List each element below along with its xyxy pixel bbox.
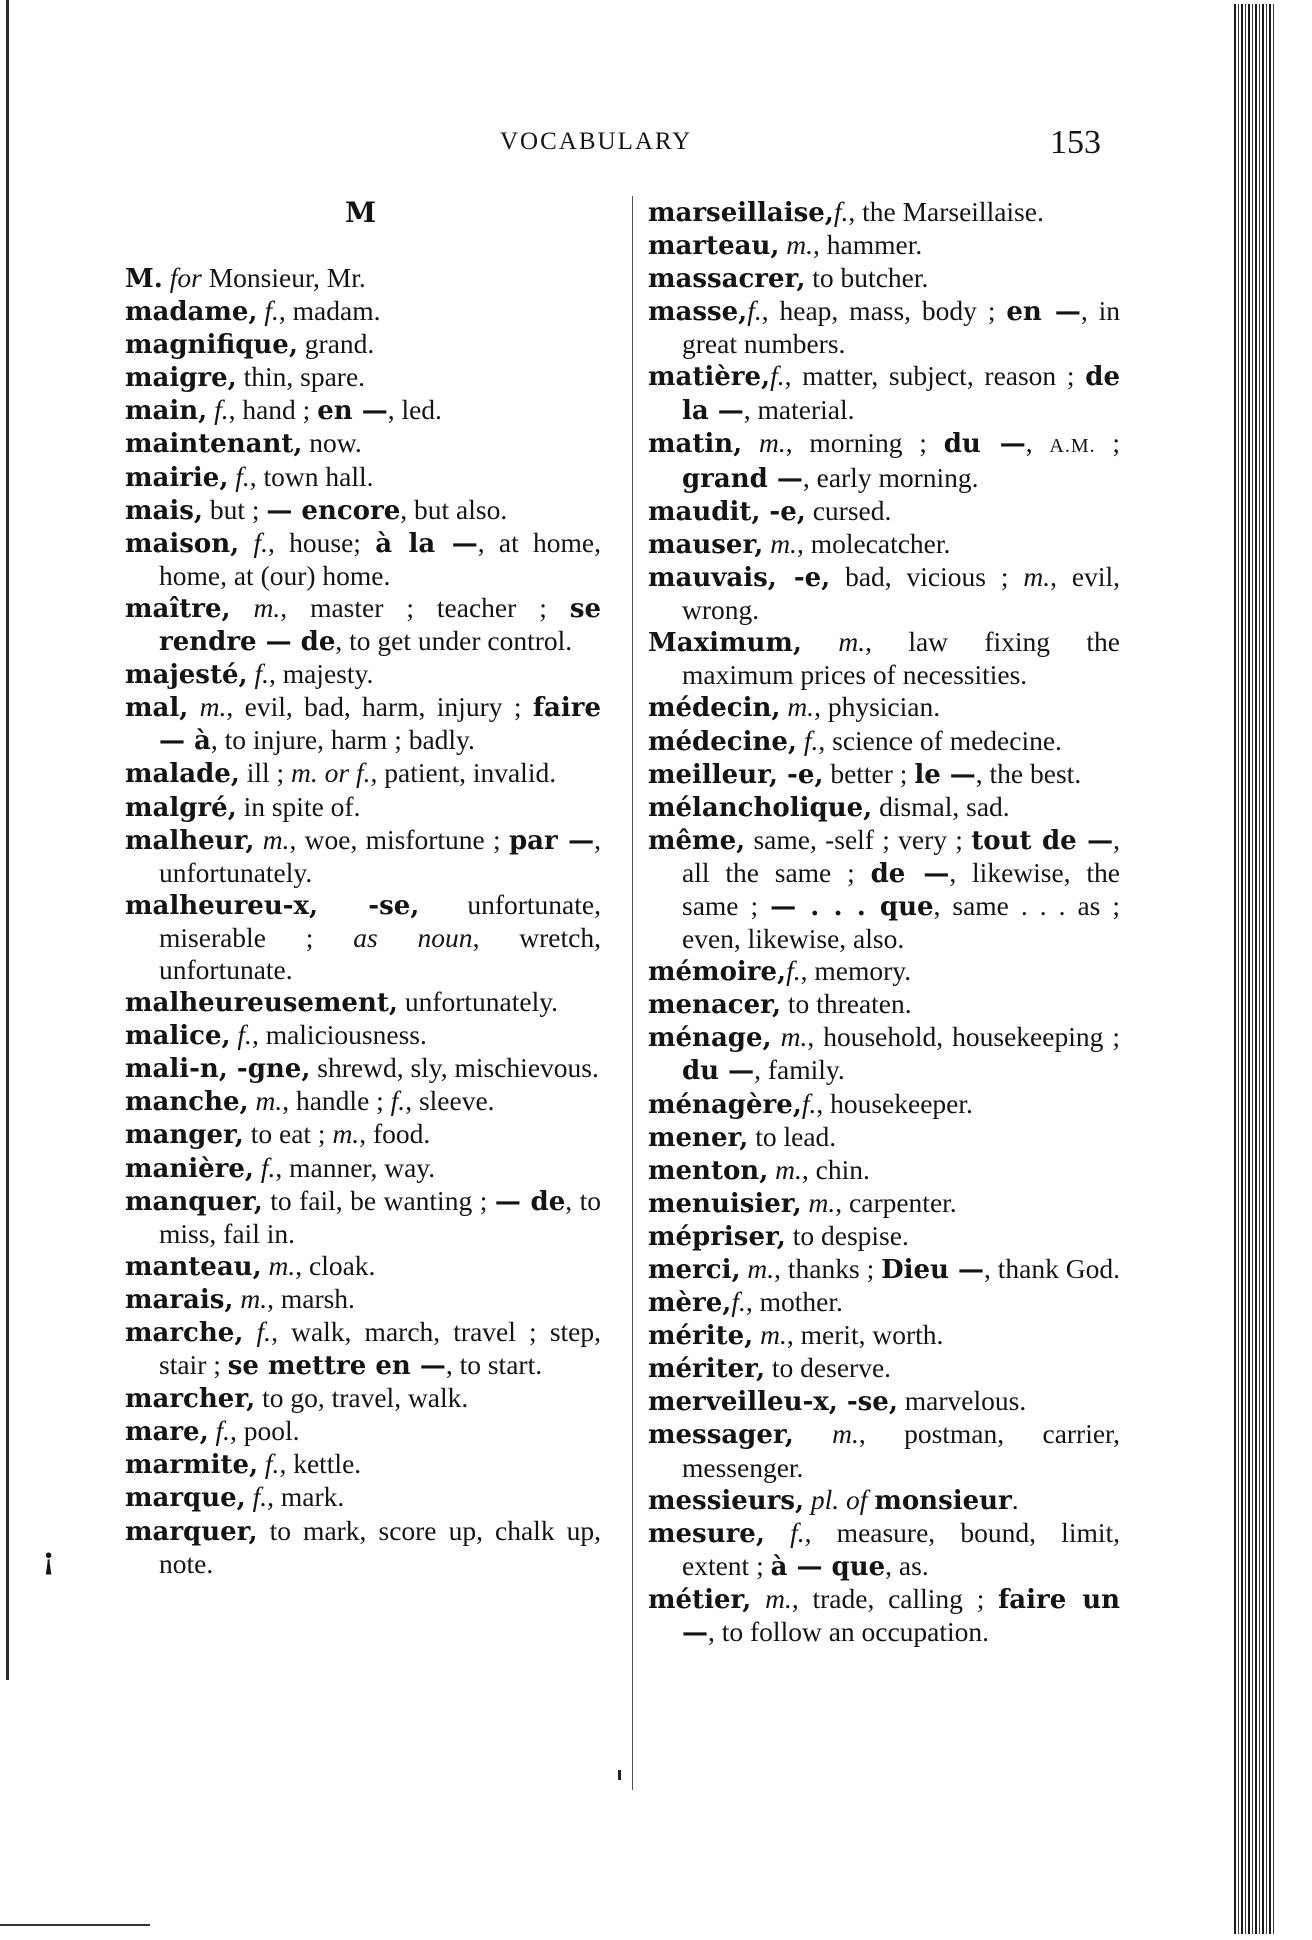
entry-definition: f., matter, subject, reason ; de la —, material. [682,360,1120,426]
dictionary-entry [648,1319,1120,1352]
entry-definition: m., evil, bad, harm, injury ; faire — à, to injure, harm ; badly. [159,691,601,757]
dictionary-entry [125,889,601,986]
entry-definition: f., science of medecine. [803,724,1062,756]
dictionary-entry [125,1052,601,1085]
entry-headword: ménagère, [648,1089,802,1120]
dictionary-entry [125,1481,601,1514]
dictionary-entry [125,986,601,1019]
entry-definition: shrewd, sly, mischievous. [310,1052,599,1084]
entry-headword: même, [648,825,746,856]
dictionary-entry [648,528,1120,561]
entry-definition: m., chin. [775,1153,870,1185]
entry-headword: manteau, [125,1251,262,1282]
dictionary-entry [125,1448,601,1481]
entry-definition: cursed. [805,494,892,526]
entry-definition: m., master ; teacher ; se rendre — de, to get under control. [159,591,601,658]
entry-headword: masse, [648,297,748,328]
dictionary-entry [648,1418,1120,1483]
dictionary-entry [648,495,1120,528]
entry-headword: manquer, [125,1186,263,1217]
entry-headword: métier, [648,1584,752,1615]
entry-headword: marseillaise, [648,198,834,228]
entry-headword: merveilleu-x, -se, [648,1387,898,1418]
entry-definition: m., marsh. [240,1282,355,1314]
entry-definition: f., town hall. [235,460,374,492]
entry-definition: m., woe, misfortune ; par —, unfortunately. [159,823,602,888]
entry-headword: marmite, [125,1450,259,1481]
running-header: VOCABULARY [500,128,693,155]
dictionary-entry [125,791,601,824]
dictionary-entry [648,955,1120,988]
dictionary-entry [125,295,601,328]
entry-headword: manche, [125,1087,249,1118]
page-edge-left [6,0,9,1680]
entry-headword: maître, [125,593,231,624]
entry-headword: malheureu-x, -se, [125,890,420,921]
dictionary-entry [125,691,601,757]
entry-definition: marvelous. [897,1385,1027,1417]
entry-definition: m., handle ; f., sleeve. [255,1085,495,1117]
entry-definition: to fail, be wanting ; — de, to miss, fail in. [159,1184,602,1249]
entry-headword: mesure, [648,1518,765,1549]
dictionary-entry [648,1583,1120,1649]
entry-definition: but ; — encore, but also. [202,493,508,526]
dictionary-entry [648,626,1120,691]
dictionary-entry [648,791,1120,824]
dictionary-entry [125,824,601,889]
entry-headword: messager, [648,1420,794,1451]
entry-definition: f., pool. [215,1415,300,1447]
dictionary-entry [125,1382,601,1415]
entry-headword: manger, [125,1120,244,1151]
entry-headword: maintenant, [125,429,303,460]
entry-headword: menacer, [648,990,782,1021]
entry-headword: massacrer, [648,264,806,295]
entry-definition: to deserve. [765,1352,892,1384]
dictionary-entry [648,1088,1120,1121]
column-divider [632,196,633,1790]
dictionary-entry [125,1152,601,1185]
entry-definition: unfortunate, miserable ; as noun, wretch, unfortunate. [159,888,601,985]
entry-headword: messieurs, [648,1485,805,1516]
dictionary-entry [648,1220,1120,1253]
entry-headword: mépriser, [648,1221,786,1252]
dictionary-entry [125,394,601,427]
entry-headword: mare, [125,1417,209,1448]
entry-definition: m., physician. [787,691,941,723]
entry-definition: f., heap, mass, body ; en —, in great numbers. [682,295,1121,360]
entry-headword: meilleur, -e, [648,759,824,790]
entry-headword: madame, [125,297,258,328]
dictionary-entry [648,1154,1120,1187]
dictionary-entry [648,1352,1120,1385]
dictionary-entry [648,1517,1120,1583]
entry-headword: marcher, [125,1384,256,1415]
entry-definition: for Monsieur, Mr. [169,262,366,293]
entry-definition: f., housekeeper. [801,1087,973,1119]
dictionary-entry [125,1118,601,1151]
entry-headword: marque, [125,1483,246,1514]
dictionary-entry [648,196,1120,229]
entry-definition: f., hand ; en —, led. [214,394,442,427]
entry-headword: mélancholique, [648,792,873,823]
bottom-rule [0,1924,150,1926]
entry-definition: m., cloak. [268,1249,376,1281]
entry-headword: marche, [125,1318,244,1348]
dictionary-entry [125,1185,601,1250]
entry-definition: to threaten. [781,988,912,1020]
entry-definition: m., morning ; du —, A.M. ; grand —, early morning. [682,426,1121,494]
entry-definition: f., the Marseillaise. [833,196,1044,227]
dictionary-entry [648,1286,1120,1319]
dictionary-entry [125,1250,601,1283]
entry-headword: mérite, [648,1321,754,1352]
entry-definition: f., memory. [786,955,912,987]
entry-headword: matin, [648,428,743,459]
dictionary-entry [125,461,601,494]
entry-definition: m., household, housekeeping ; du —, family. [682,1021,1121,1087]
entry-headword: médecine, [648,726,797,757]
dictionary-entry [125,361,601,394]
page-number: 153 [1050,124,1101,161]
entry-headword: Maximum, [648,628,802,659]
entry-headword: mauvais, -e, [648,563,831,594]
section-letter: M [345,196,376,229]
entry-definition: to butcher. [805,262,929,294]
dictionary-entry [125,328,601,361]
left-column [125,262,601,1580]
entry-headword: majesté, [125,660,248,691]
entry-headword: M. [125,264,163,294]
entry-headword: mémoire, [648,957,787,988]
entry-headword: ménage, [648,1023,772,1054]
dictionary-entry [648,1484,1120,1517]
dictionary-entry [648,824,1120,955]
entry-headword: mauser, [648,529,764,560]
dictionary-entry [125,658,601,691]
entry-headword: main, [125,396,208,427]
entry-definition: m., trade, calling ; faire un —, to follow an occupation. [682,1582,1121,1649]
entry-definition: m., carpenter. [808,1186,957,1218]
dictionary-entry [648,1187,1120,1220]
entry-definition: better ; le —, the best. [823,757,1082,790]
entry-definition: to go, travel, walk. [255,1382,469,1414]
dictionary-entry [648,1253,1120,1286]
entry-headword: maigre, [125,363,237,394]
entry-headword: mal, [125,693,189,724]
entry-definition: dismal, sad. [872,790,1010,822]
dictionary-entry [125,262,601,295]
entry-definition: f., manner, way. [260,1151,436,1183]
entry-definition: m., postman, carrier, messenger. [682,1418,1120,1483]
entry-definition: thin, spare. [236,361,366,393]
entry-headword: mère, [648,1288,732,1319]
dictionary-entry [125,592,601,658]
dictionary-entry [648,1121,1120,1154]
entry-definition: f., mother. [731,1286,843,1318]
entry-definition: same, -self ; very ; tout de —, all the same ; de —, likewise, the same ; — . . . que, same . . . as ; even, likewise, also. [682,823,1121,955]
entry-definition: to eat ; m., food. [243,1118,431,1150]
entry-definition: f., walk, march, travel ; step, stair ; se mettre en —, to start. [159,1316,601,1382]
dictionary-entry [648,229,1120,262]
entry-definition: to despise. [785,1219,909,1251]
entry-headword: mener, [648,1122,749,1153]
entry-definition: f., kettle. [264,1448,362,1480]
entry-definition: now. [302,427,362,459]
entry-definition: to lead. [748,1120,837,1152]
dictionary-entry [125,527,601,592]
entry-headword: menton, [648,1155,769,1186]
entry-definition: f., madam. [264,295,381,327]
dictionary-entry [648,988,1120,1021]
entry-definition: to mark, score up, chalk up, note. [159,1514,601,1579]
entry-headword: mais, [125,495,203,526]
entry-headword: malade, [125,759,240,790]
entry-headword: marteau, [648,231,780,262]
entry-definition: ill ; m. or f., patient, invalid. [239,757,557,789]
dictionary-entry [125,1415,601,1448]
entry-definition: pl. of monsieur. [810,1483,1019,1516]
entry-headword: malheureusement, [125,988,398,1019]
entry-headword: mairie, [125,462,229,493]
margin-mark: ¡ [42,1542,56,1577]
entry-headword: maudit, -e, [648,496,806,527]
dictionary-entry [125,1515,601,1580]
entry-headword: malice, [125,1021,231,1052]
entry-headword: matière, [648,362,771,393]
entry-definition: bad, vicious ; m., evil, wrong. [682,561,1120,626]
entry-definition: m., thanks ; Dieu —, thank God. [747,1253,1120,1285]
dictionary-entry [125,757,601,790]
entry-definition: in spite of. [236,790,361,822]
dictionary-entry [125,1316,601,1382]
dictionary-entry [125,427,601,460]
entry-definition: m., merit, worth. [760,1319,944,1351]
dictionary-entry [648,691,1120,724]
dictionary-entry [648,295,1120,360]
entry-headword: marquer, [125,1516,258,1547]
entry-definition: m., molecatcher. [770,527,951,559]
dictionary-entry [125,494,601,527]
dictionary-entry [648,1385,1120,1418]
dictionary-entry [125,1283,601,1316]
entry-definition: unfortunately. [397,986,559,1018]
dictionary-entry [648,427,1120,495]
entry-definition: f., maliciousness. [237,1019,427,1051]
dictionary-entry [648,758,1120,791]
entry-definition: f., mark. [252,1481,345,1513]
dictionary-entry [648,725,1120,758]
entry-headword: malheur, [125,825,255,856]
entry-headword: manière, [125,1153,254,1184]
entry-headword: marais, [125,1284,234,1315]
entry-headword: merci, [648,1255,741,1285]
dictionary-entry [648,262,1120,295]
entry-definition: f., majesty. [254,658,374,690]
entry-headword: maison, [125,528,240,559]
entry-headword: malgré, [125,792,237,823]
dictionary-entry [648,1021,1120,1087]
entry-definition: f., measure, bound, limit, extent ; à — que, as. [682,1516,1121,1582]
entry-definition: f., house; à la —, at home, home, at (our) home. [159,526,601,591]
entry-definition: grand. [297,328,375,360]
dictionary-entry [648,561,1120,626]
entry-headword: menuisier, [648,1188,802,1219]
entry-headword: mali-n, -gne, [125,1054,311,1085]
entry-definition: m., law fixing the maximum prices of necessities. [682,626,1121,691]
dictionary-entry [648,360,1120,426]
right-column [648,196,1120,1649]
dictionary-entry [125,1085,601,1118]
page-edge-right [1234,4,1276,1934]
entry-headword: mériter, [648,1354,766,1385]
entry-definition: m., hammer. [786,229,923,261]
entry-headword: magnifique, [125,330,298,361]
entry-headword: médecin, [648,693,781,724]
margin-dot [618,1770,621,1780]
dictionary-entry [125,1019,601,1052]
